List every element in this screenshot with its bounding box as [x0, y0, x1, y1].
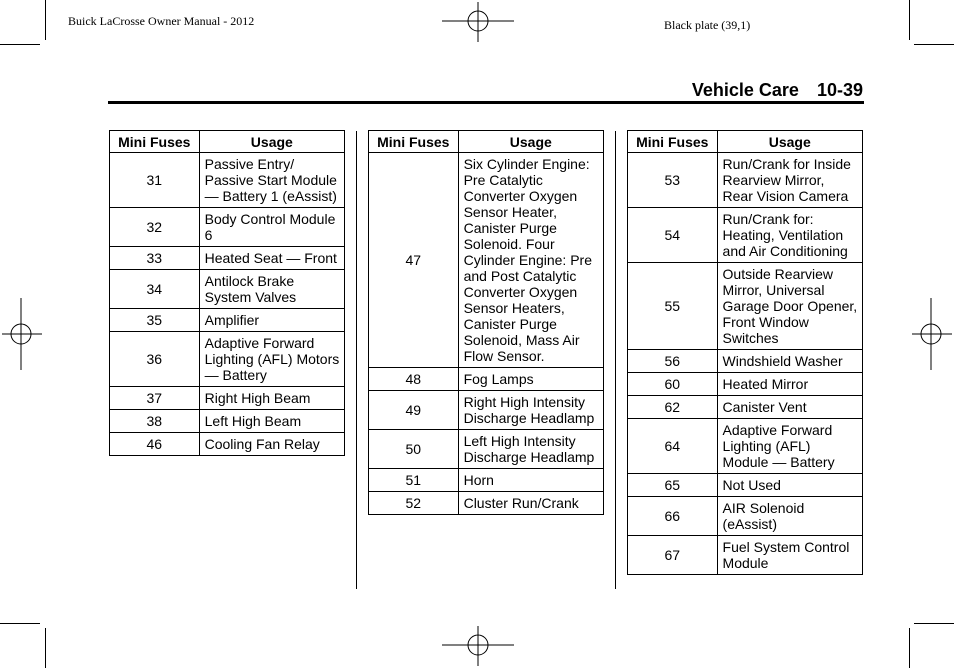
crop-mark: [0, 44, 40, 45]
table-row: [369, 368, 604, 391]
section-heading: [600, 80, 863, 101]
fuse-usage: Right High Intensity Discharge Headlamp: [458, 391, 603, 430]
fuse-number: 37: [110, 387, 200, 410]
table-row: [628, 263, 863, 350]
fuse-usage: Outside Rearview Mirror, Universal Garage Door Opener, Front Window Switches: [717, 263, 862, 350]
fuse-usage: AIR Solenoid (eAssist): [717, 497, 862, 536]
column-header-usage: Usage: [717, 131, 862, 153]
fuse-number: 60: [628, 373, 718, 396]
fuse-number: 33: [110, 247, 200, 270]
table-row: [628, 208, 863, 263]
crop-mark: [45, 0, 46, 40]
table-row: [110, 270, 345, 309]
fuse-usage: Horn: [458, 469, 603, 492]
registration-mark-icon: [0, 298, 44, 370]
table-row: [110, 208, 345, 247]
table-row: [369, 391, 604, 430]
fuse-usage: Adaptive Forward Lighting (AFL) Module — Battery: [717, 419, 862, 474]
column-header-mini-fuses: Mini Fuses: [369, 131, 459, 153]
table-row: [110, 309, 345, 332]
table-row: [110, 410, 345, 433]
table-row: [369, 153, 604, 368]
fuse-usage: Six Cylinder Engine: Pre Catalytic Converter Oxygen Sensor Heater, Canister Purge Solenoid. Four Cylinder Engine: Pre and Post Catalytic Converter Oxygen Sensor Heaters, Canister Purge Solenoid, Mass Air Flow Sensor.: [458, 153, 603, 368]
fuse-usage: Left High Intensity Discharge Headlamp: [458, 430, 603, 469]
table-row: [628, 350, 863, 373]
fuse-usage: Cooling Fan Relay: [199, 433, 344, 456]
table-row: [369, 469, 604, 492]
crop-mark: [0, 623, 40, 624]
fuse-number: 47: [369, 153, 459, 368]
fuse-usage: Amplifier: [199, 309, 344, 332]
fuse-number: 55: [628, 263, 718, 350]
fuse-usage: Fuel System Control Module: [717, 536, 862, 575]
crop-mark: [914, 623, 954, 624]
table-row: [110, 387, 345, 410]
fuse-number: 64: [628, 419, 718, 474]
fuse-usage: Run/Crank for Inside Rearview Mirror, Rear Vision Camera: [717, 153, 862, 208]
page-number: 10-39: [816, 80, 863, 100]
section-title: Vehicle Care: [691, 80, 799, 100]
plate-label: Black plate (39,1): [664, 18, 751, 32]
table-row: [628, 396, 863, 419]
fuse-usage: Cluster Run/Crank: [458, 492, 603, 515]
fuse-number: 54: [628, 208, 718, 263]
fuse-usage: Windshield Washer: [717, 350, 862, 373]
fuse-usage: Passive Entry/ Passive Start Module — Battery 1 (eAssist): [199, 153, 344, 208]
fuse-usage: Heated Mirror: [717, 373, 862, 396]
fuse-number: 52: [369, 492, 459, 515]
fuse-table-2: [368, 130, 604, 515]
fuse-number: 50: [369, 430, 459, 469]
fuse-number: 65: [628, 474, 718, 497]
table-row: [369, 492, 604, 515]
fuse-number: 53: [628, 153, 718, 208]
fuse-number: 48: [369, 368, 459, 391]
column-header-usage: Usage: [199, 131, 344, 153]
table-row: [628, 497, 863, 536]
fuse-number: 66: [628, 497, 718, 536]
fuse-number: 35: [110, 309, 200, 332]
column-divider: [356, 131, 357, 589]
table-row: [628, 536, 863, 575]
table-row: [628, 153, 863, 208]
fuse-number: 49: [369, 391, 459, 430]
fuse-usage: Not Used: [717, 474, 862, 497]
fuse-number: 38: [110, 410, 200, 433]
fuse-number: 46: [110, 433, 200, 456]
table-row: [110, 153, 345, 208]
fuse-number: 56: [628, 350, 718, 373]
fuse-number: 31: [110, 153, 200, 208]
table-row: [110, 332, 345, 387]
fuse-number: 62: [628, 396, 718, 419]
header-rule: [108, 101, 864, 104]
fuse-usage: Fog Lamps: [458, 368, 603, 391]
table-row: [110, 247, 345, 270]
fuse-usage: Body Control Module 6: [199, 208, 344, 247]
fuse-number: 36: [110, 332, 200, 387]
column-header-usage: Usage: [458, 131, 603, 153]
fuse-number: 34: [110, 270, 200, 309]
crop-mark: [909, 628, 910, 668]
fuse-number: 51: [369, 469, 459, 492]
crop-mark: [45, 628, 46, 668]
table-row: [628, 419, 863, 474]
fuse-usage: Heated Seat — Front: [199, 247, 344, 270]
crop-mark: [914, 44, 954, 45]
table-row: [628, 373, 863, 396]
table-row: [110, 433, 345, 456]
fuse-number: 32: [110, 208, 200, 247]
column-header-mini-fuses: Mini Fuses: [628, 131, 718, 153]
fuse-table-1: [109, 130, 345, 456]
fuse-usage: Run/Crank for: Heating, Ventilation and Air Conditioning: [717, 208, 862, 263]
fuse-table-3: [627, 130, 863, 575]
fuse-usage: Canister Vent: [717, 396, 862, 419]
running-header-title: Buick LaCrosse Owner Manual - 2012: [68, 14, 255, 28]
fuse-usage: Left High Beam: [199, 410, 344, 433]
registration-mark-icon: [442, 0, 514, 44]
fuse-usage: Right High Beam: [199, 387, 344, 410]
column-header-mini-fuses: Mini Fuses: [110, 131, 200, 153]
fuse-usage: Antilock Brake System Valves: [199, 270, 344, 309]
column-divider: [615, 131, 616, 589]
crop-mark: [909, 0, 910, 40]
registration-mark-icon: [910, 298, 954, 370]
fuse-usage: Adaptive Forward Lighting (AFL) Motors — Battery: [199, 332, 344, 387]
table-row: [628, 474, 863, 497]
table-row: [369, 430, 604, 469]
fuse-number: 67: [628, 536, 718, 575]
registration-mark-icon: [442, 624, 514, 668]
